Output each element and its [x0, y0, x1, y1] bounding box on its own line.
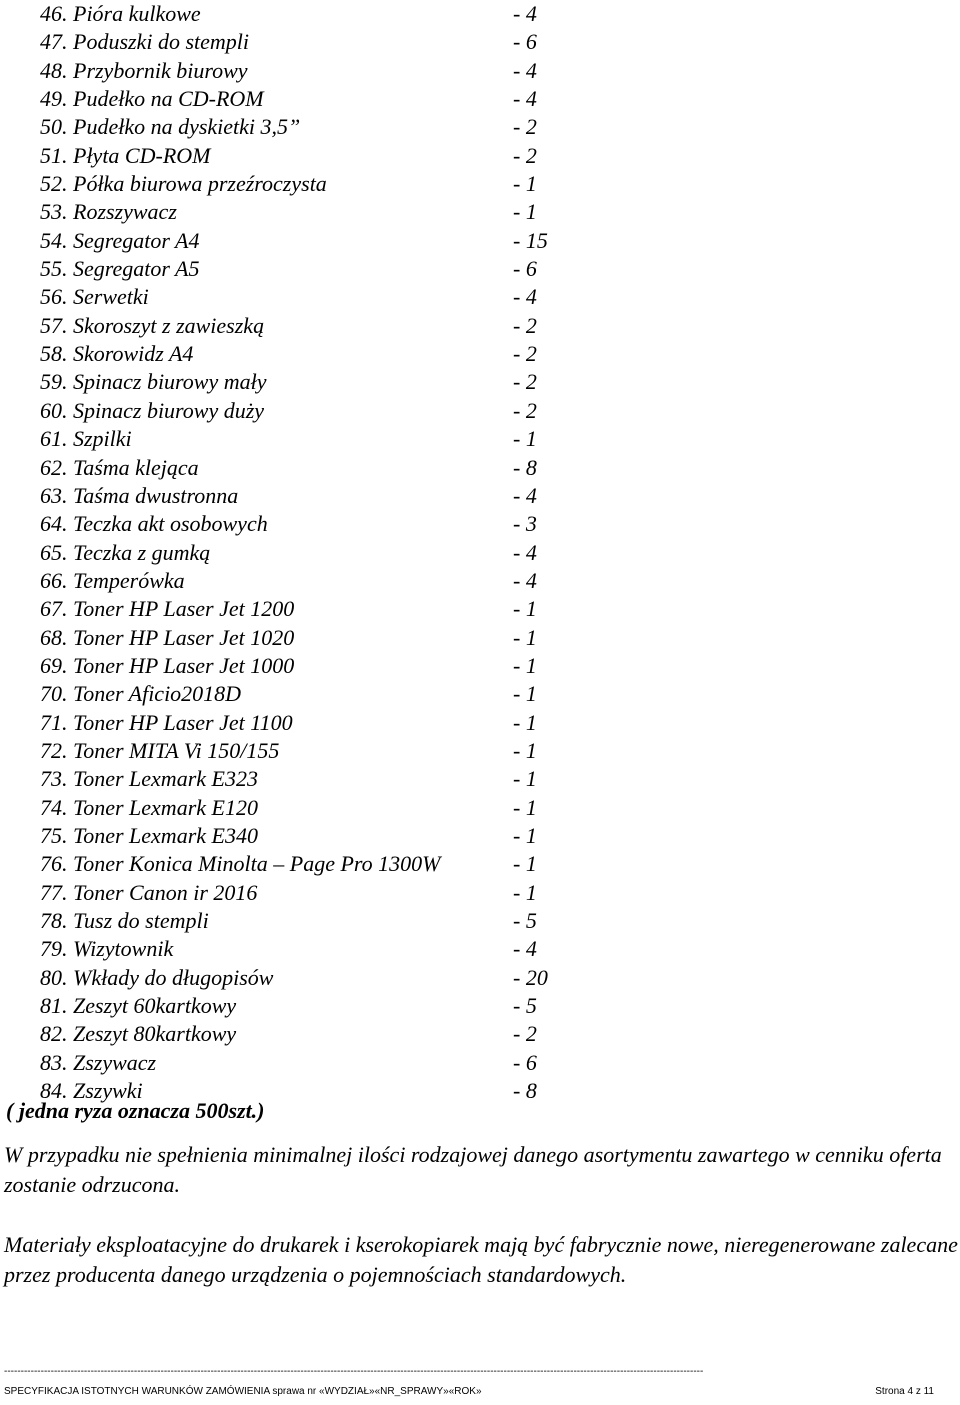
item-qty: - 2	[513, 369, 537, 395]
ream-note: ( jedna ryza oznacza 500szt.)	[6, 1098, 265, 1123]
item-name: 84. Zszywki	[40, 1078, 143, 1104]
list-item	[40, 595, 600, 623]
item-qty: - 20	[513, 964, 548, 990]
rejection-paragraph: W przypadku nie spełnienia minimalnej ilości rodzajowej danego asortymentu zawartego w cenniku oferta zostanie odrzucona.	[4, 1142, 942, 1197]
item-name: 57. Skoroszyt z zawieszką	[40, 312, 265, 338]
list-item	[40, 652, 600, 680]
item-name: 48. Przybornik biurowy	[40, 57, 248, 83]
item-name: 73. Toner Lexmark E323	[40, 766, 258, 792]
item-name: 50. Pudełko na dyskietki 3,5”	[40, 114, 301, 140]
list-item	[40, 709, 600, 737]
list-item	[40, 539, 600, 567]
item-qty: - 4	[513, 86, 537, 112]
list-item	[40, 850, 600, 878]
item-name: 66. Temperówka	[40, 567, 185, 593]
list-item	[40, 964, 600, 992]
list-item	[40, 28, 600, 56]
item-name: 47. Poduszki do stempli	[40, 29, 249, 55]
item-name: 79. Wizytownik	[40, 936, 174, 962]
item-qty: - 2	[513, 341, 537, 367]
item-qty: - 4	[513, 567, 537, 593]
list-item	[40, 567, 600, 595]
list-item	[40, 198, 600, 226]
item-qty: - 1	[513, 596, 537, 622]
item-name: 52. Półka biurowa przeźroczysta	[40, 171, 327, 197]
item-name: 54. Segregator A4	[40, 227, 200, 253]
item-name: 61. Szpilki	[40, 426, 132, 452]
item-name: 80. Wkłady do długopisów	[40, 964, 274, 990]
list-item	[40, 425, 600, 453]
item-qty: - 4	[513, 936, 537, 962]
item-qty: - 4	[513, 1, 537, 26]
item-qty: - 2	[513, 397, 537, 423]
item-name: 81. Zeszyt 60kartkowy	[40, 993, 237, 1019]
item-qty: - 1	[513, 851, 537, 877]
item-qty: - 4	[513, 284, 537, 310]
page-footer	[4, 1386, 934, 1402]
list-item	[40, 992, 600, 1020]
item-name: 68. Toner HP Laser Jet 1020	[40, 624, 295, 650]
list-item	[40, 680, 600, 708]
list-item	[40, 255, 600, 283]
list-item	[40, 879, 600, 907]
item-qty: - 2	[513, 114, 537, 140]
materials-paragraph: Materiały eksploatacyjne do drukarek i kserokopiarek mają być fabrycznie nowe, nieregenerowane zalecane przez producenta danego urządzenia o pojemnościach standardowych.	[4, 1232, 958, 1287]
list-item	[40, 737, 600, 765]
item-qty: - 4	[513, 57, 537, 83]
list-item	[40, 935, 600, 963]
list-item	[40, 312, 600, 340]
item-qty: - 6	[513, 1049, 537, 1075]
item-qty: - 1	[513, 737, 537, 763]
list-item	[40, 1049, 600, 1077]
item-qty: - 1	[513, 709, 537, 735]
list-item	[40, 822, 600, 850]
list-item	[40, 454, 600, 482]
list-item	[40, 113, 600, 141]
item-name: 67. Toner HP Laser Jet 1200	[40, 596, 295, 622]
page-number: Strona 4 z 11	[875, 1386, 934, 1397]
item-name: 58. Skorowidz A4	[40, 341, 194, 367]
list-item	[40, 794, 600, 822]
item-qty: - 5	[513, 908, 537, 933]
item-qty: - 15	[513, 227, 548, 253]
item-qty: - 6	[513, 256, 537, 282]
item-name: 62. Taśma klejąca	[40, 454, 199, 480]
item-qty: - 1	[513, 426, 537, 452]
list-item	[40, 482, 600, 510]
item-name: 71. Toner HP Laser Jet 1100	[40, 709, 293, 735]
item-qty: - 4	[513, 482, 537, 508]
item-name: 60. Spinacz biurowy duży	[40, 397, 265, 423]
list-item	[40, 227, 600, 255]
item-qty: - 1	[513, 171, 537, 197]
item-qty: - 1	[513, 766, 537, 792]
item-qty: - 1	[513, 822, 537, 848]
item-name: 78. Tusz do stempli	[40, 908, 209, 933]
item-name: 75. Toner Lexmark E340	[40, 822, 258, 848]
item-name: 55. Segregator A5	[40, 256, 200, 282]
item-name: 83. Zszywacz	[40, 1049, 157, 1075]
item-name: 76. Toner Konica Minolta – Page Pro 1300W	[40, 851, 441, 877]
list-item	[40, 340, 600, 368]
list-item	[40, 283, 600, 311]
item-name: 59. Spinacz biurowy mały	[40, 369, 267, 395]
list-item	[40, 1020, 600, 1048]
item-name: 77. Toner Canon ir 2016	[40, 879, 258, 905]
item-name: 70. Toner Aficio2018D	[40, 681, 242, 707]
item-name: 82. Zeszyt 80kartkowy	[40, 1021, 237, 1047]
item-qty: - 2	[513, 312, 537, 338]
item-name: 64. Teczka akt osobowych	[40, 511, 268, 537]
item-qty: - 1	[513, 681, 537, 707]
item-qty: - 8	[513, 454, 537, 480]
item-name: 56. Serwetki	[40, 284, 149, 310]
item-name: 53. Rozszywacz	[40, 199, 177, 225]
list-item	[40, 0, 600, 28]
list-item	[40, 57, 600, 85]
footer-title: SPECYFIKACJA ISTOTNYCH WARUNKÓW ZAMÓWIENIA sprawa nr «WYDZIAŁ»«NR_SPRAWY»«ROK»	[4, 1386, 482, 1397]
item-name: 46. Pióra kulkowe	[40, 1, 201, 26]
list-item	[40, 510, 600, 538]
list-item	[40, 624, 600, 652]
item-qty: - 4	[513, 539, 537, 565]
item-name: 72. Toner MITA Vi 150/155	[40, 737, 280, 763]
item-qty: - 1	[513, 624, 537, 650]
item-name: 49. Pudełko na CD-ROM	[40, 86, 264, 112]
item-qty: - 6	[513, 29, 537, 55]
item-name: 74. Toner Lexmark E120	[40, 794, 258, 820]
footer-divider: ------------------------------------------------------------------------------------------------------------------------------------------------------------------------------------------------------------------	[4, 1366, 704, 1377]
item-qty: - 5	[513, 993, 537, 1019]
list-item	[40, 397, 600, 425]
item-qty: - 1	[513, 652, 537, 678]
list-item	[40, 368, 600, 396]
item-name: 65. Teczka z gumką	[40, 539, 211, 565]
list-item	[40, 907, 600, 935]
item-qty: - 8	[513, 1078, 537, 1104]
item-name: 69. Toner HP Laser Jet 1000	[40, 652, 295, 678]
item-qty: - 2	[513, 142, 537, 168]
list-item	[40, 85, 600, 113]
item-name: 51. Płyta CD-ROM	[40, 142, 211, 168]
item-name: 63. Taśma dwustronna	[40, 482, 239, 508]
list-item	[40, 142, 600, 170]
list-item	[40, 765, 600, 793]
supply-list	[40, 0, 600, 1105]
item-qty: - 1	[513, 879, 537, 905]
item-qty: - 1	[513, 794, 537, 820]
item-qty: - 2	[513, 1021, 537, 1047]
item-qty: - 3	[513, 511, 537, 537]
item-qty: - 1	[513, 199, 537, 225]
list-item	[40, 170, 600, 198]
